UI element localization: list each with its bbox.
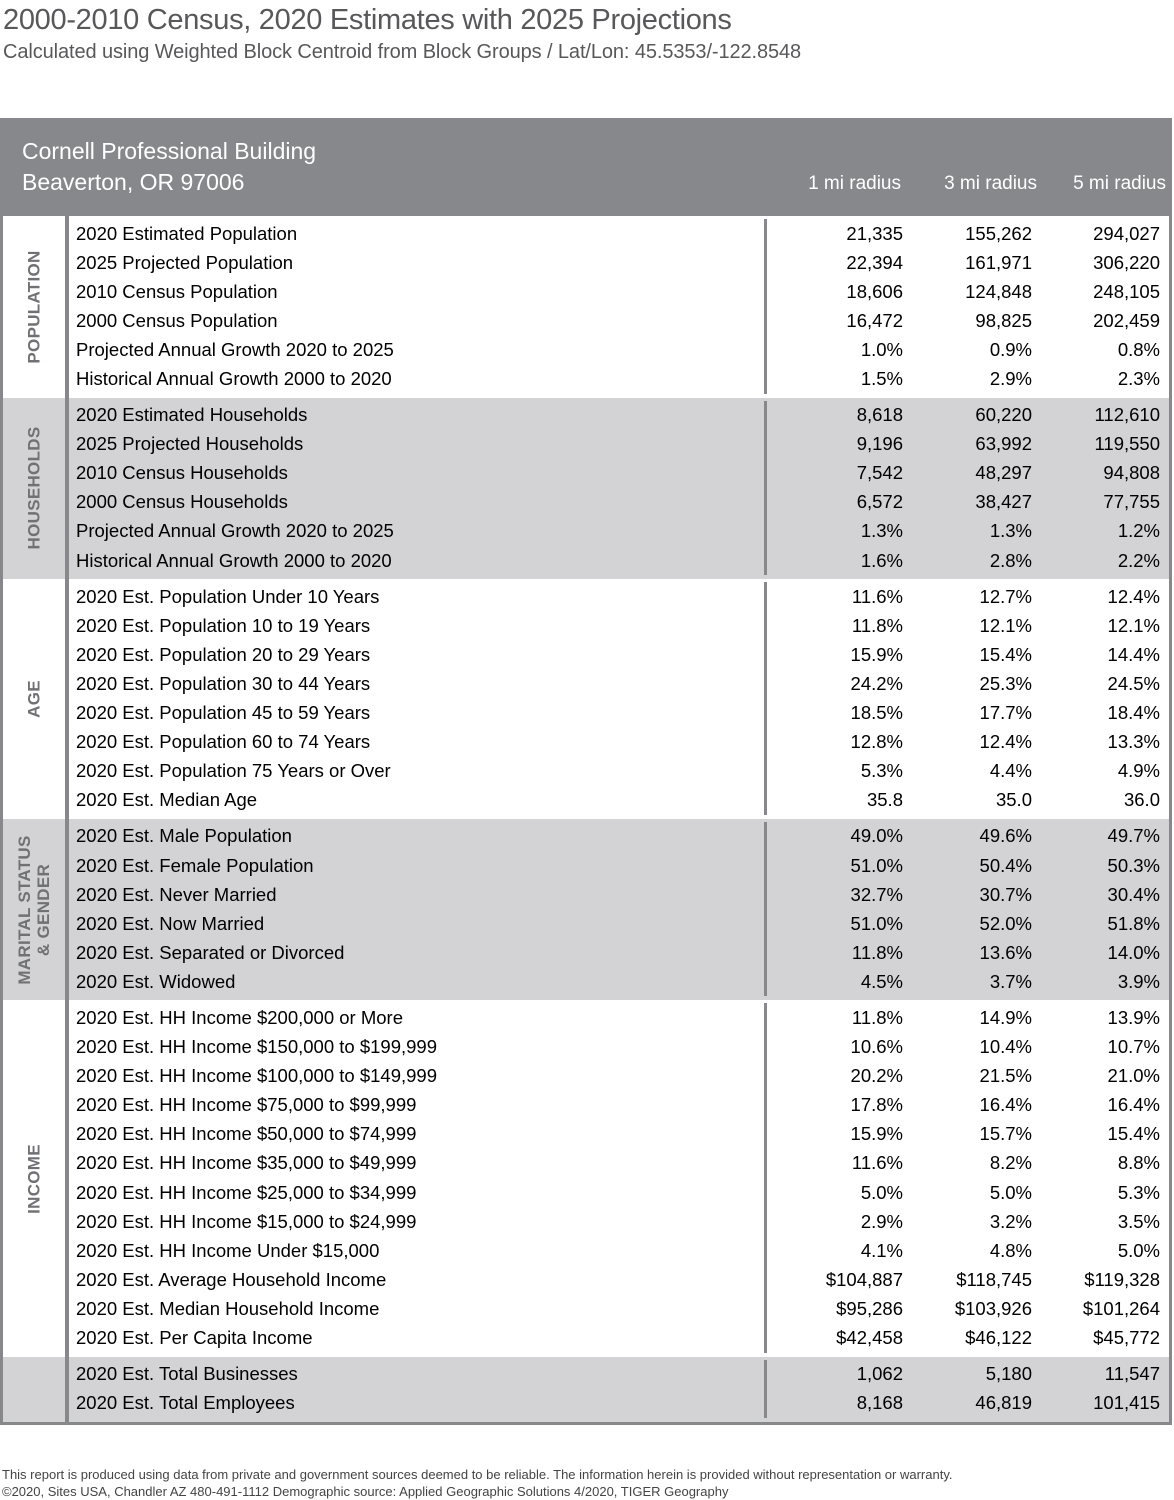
- row-label: 2010 Census Households: [69, 459, 767, 488]
- row-value-3mi: 15.4%: [979, 643, 1032, 665]
- table-row: [69, 938, 1169, 967]
- row-value-1mi: 8,168: [856, 1392, 903, 1414]
- copyright-text: ©2020, Sites USA, Chandler AZ 480-491-1112 Demographic source: Applied Geographic Solutions 4/2020, TIGER Geography: [2, 1484, 729, 1499]
- row-value-1mi: 51.0%: [850, 912, 903, 934]
- row-value-5mi: 49.7%: [1107, 825, 1160, 847]
- table-row: [69, 909, 1169, 938]
- row-value-3mi: 25.3%: [979, 672, 1032, 694]
- row-label: 2020 Est. HH Income $100,000 to $149,999: [69, 1062, 767, 1091]
- row-label: 2020 Est. Total Businesses: [69, 1360, 767, 1389]
- row-label: 2020 Est. Average Household Income: [69, 1265, 767, 1294]
- row-value-3mi: 46,819: [975, 1392, 1032, 1414]
- row-value-5mi: $45,772: [1093, 1327, 1160, 1349]
- section-rows: [69, 398, 1169, 580]
- section-label: [3, 579, 69, 819]
- section-age: [3, 579, 1169, 819]
- row-value-5mi: 21.0%: [1107, 1065, 1160, 1087]
- row-label: 2020 Est. HH Income $75,000 to $99,999: [69, 1091, 767, 1120]
- row-value-3mi: 16.4%: [979, 1094, 1032, 1116]
- table-row: [69, 364, 1169, 393]
- table-row: [69, 1360, 1169, 1389]
- row-value-1mi: $95,286: [836, 1297, 903, 1319]
- row-value-3mi: 98,825: [975, 309, 1032, 331]
- row-value-1mi: 11.8%: [851, 941, 903, 963]
- row-value-1mi: 5.0%: [860, 1181, 903, 1203]
- table-row: [69, 546, 1169, 575]
- section-label-text: INCOME: [24, 1143, 44, 1214]
- row-label: 2010 Census Population: [69, 277, 767, 306]
- row-value-3mi: $118,745: [956, 1268, 1032, 1290]
- page-subtitle: Calculated using Weighted Block Centroid from Block Groups / Lat/Lon: 45.5353/-122.8548: [3, 41, 802, 63]
- section-summary: [3, 1357, 1169, 1422]
- row-value-3mi: 38,427: [975, 491, 1032, 513]
- row-value-5mi: 2.3%: [1117, 368, 1160, 390]
- row-value-5mi: 248,105: [1093, 280, 1160, 302]
- row-value-3mi: 3.7%: [989, 970, 1032, 992]
- row-label: 2020 Estimated Population: [69, 219, 767, 248]
- row-label: 2020 Est. Population 45 to 59 Years: [69, 699, 767, 728]
- column-header-5mi: 5 mi radius: [1073, 173, 1166, 194]
- row-value-3mi: $46,122: [965, 1327, 1032, 1349]
- row-value-3mi: $103,926: [954, 1297, 1032, 1319]
- table-row: [69, 757, 1169, 786]
- row-value-5mi: 1.2%: [1117, 520, 1160, 542]
- row-value-1mi: 8,618: [856, 404, 903, 426]
- table-row: [69, 517, 1169, 546]
- row-value-5mi: 77,755: [1103, 491, 1160, 513]
- section-rows: [69, 1357, 1169, 1422]
- row-value-1mi: 6,572: [856, 491, 903, 513]
- table-row: [69, 430, 1169, 459]
- table-row: [69, 582, 1169, 611]
- section-households: [3, 398, 1169, 580]
- row-label: 2020 Est. Now Married: [69, 909, 767, 938]
- row-value-3mi: 5.0%: [989, 1181, 1032, 1203]
- row-value-3mi: 30.7%: [979, 883, 1032, 905]
- row-value-1mi: 18,606: [846, 280, 903, 302]
- row-value-3mi: 12.1%: [979, 614, 1032, 636]
- section-label-text: [15, 835, 53, 984]
- footer: [2, 1466, 952, 1500]
- row-value-1mi: 24.2%: [850, 672, 903, 694]
- row-label: 2020 Est. HH Income Under $15,000: [69, 1236, 767, 1265]
- section-label-text: POPULATION: [24, 250, 44, 364]
- row-value-5mi: $119,328: [1084, 1268, 1160, 1290]
- location-name: Cornell Professional Building: [22, 138, 317, 164]
- table-row: [69, 669, 1169, 698]
- table-row: [69, 306, 1169, 335]
- section-label: [3, 1357, 69, 1422]
- row-value-5mi: 8.8%: [1117, 1152, 1160, 1174]
- table-row: [69, 277, 1169, 306]
- row-label: 2020 Est. Male Population: [69, 822, 767, 851]
- row-value-5mi: 119,550: [1094, 433, 1160, 455]
- row-value-1mi: $42,458: [836, 1327, 903, 1349]
- table-row: [69, 219, 1169, 248]
- row-value-5mi: 294,027: [1093, 222, 1160, 244]
- section-label-line: & GENDER: [34, 863, 53, 956]
- table-row: [69, 1091, 1169, 1120]
- table-row: [69, 1265, 1169, 1294]
- row-label: 2020 Est. Total Employees: [69, 1389, 767, 1418]
- row-value-5mi: 0.8%: [1117, 338, 1160, 360]
- table-row: [69, 728, 1169, 757]
- row-value-5mi: 2.2%: [1117, 549, 1160, 571]
- row-value-1mi: 20.2%: [850, 1065, 903, 1087]
- row-value-5mi: 112,610: [1094, 404, 1160, 426]
- table-row: [69, 1033, 1169, 1062]
- row-value-1mi: 32.7%: [850, 883, 903, 905]
- table-row: [69, 822, 1169, 851]
- row-label: Historical Annual Growth 2000 to 2020: [69, 546, 767, 575]
- row-value-5mi: 5.3%: [1117, 1181, 1160, 1203]
- row-value-1mi: 15.9%: [850, 643, 903, 665]
- row-value-1mi: 11.6%: [851, 1152, 903, 1174]
- row-value-3mi: 63,992: [975, 433, 1032, 455]
- row-value-1mi: 1.0%: [860, 338, 903, 360]
- row-value-1mi: 51.0%: [850, 854, 903, 876]
- row-label: 2020 Est. Population Under 10 Years: [69, 582, 767, 611]
- row-label: 2020 Est. HH Income $15,000 to $24,999: [69, 1207, 767, 1236]
- table-row: [69, 1149, 1169, 1178]
- row-value-5mi: 202,459: [1093, 309, 1160, 331]
- row-value-3mi: 155,262: [965, 222, 1032, 244]
- row-label: 2020 Estimated Households: [69, 401, 767, 430]
- section-rows: [69, 579, 1169, 819]
- row-value-3mi: 1.3%: [989, 520, 1032, 542]
- row-value-5mi: 94,808: [1103, 462, 1160, 484]
- row-value-3mi: 14.9%: [979, 1006, 1032, 1028]
- table-row: [69, 1120, 1169, 1149]
- row-value-3mi: 15.7%: [979, 1123, 1032, 1145]
- location-address: Beaverton, OR 97006: [22, 169, 245, 195]
- row-value-3mi: 161,971: [965, 251, 1032, 273]
- row-label: 2000 Census Population: [69, 306, 767, 335]
- row-label: 2020 Est. Separated or Divorced: [69, 938, 767, 967]
- row-value-5mi: 18.4%: [1107, 702, 1160, 724]
- row-value-3mi: 8.2%: [989, 1152, 1032, 1174]
- row-value-3mi: 12.4%: [979, 731, 1032, 753]
- row-value-1mi: 1.6%: [860, 549, 903, 571]
- row-value-1mi: 17.8%: [850, 1094, 903, 1116]
- row-value-3mi: 4.4%: [989, 760, 1032, 782]
- row-value-3mi: 13.6%: [979, 941, 1032, 963]
- table-row: [69, 1236, 1169, 1265]
- table-row: [69, 335, 1169, 364]
- table-row: [69, 1323, 1169, 1352]
- row-label: 2020 Est. Never Married: [69, 880, 767, 909]
- row-label: 2000 Census Households: [69, 488, 767, 517]
- row-value-5mi: 30.4%: [1107, 883, 1160, 905]
- row-value-3mi: 17.7%: [979, 702, 1032, 724]
- section-rows: [69, 216, 1169, 398]
- row-label: 2020 Est. Widowed: [69, 967, 767, 996]
- table-row: [69, 401, 1169, 430]
- table-row: [69, 611, 1169, 640]
- row-label: 2020 Est. HH Income $200,000 or More: [69, 1003, 767, 1032]
- row-label: 2020 Est. Population 60 to 74 Years: [69, 728, 767, 757]
- row-value-1mi: 18.5%: [850, 702, 903, 724]
- row-value-1mi: 1.5%: [860, 368, 903, 390]
- row-value-5mi: 12.4%: [1107, 585, 1160, 607]
- row-value-1mi: 10.6%: [850, 1036, 903, 1058]
- section-marital-status: [3, 819, 1169, 1001]
- table-row: [69, 1062, 1169, 1091]
- table-row: [69, 640, 1169, 669]
- row-value-3mi: 0.9%: [989, 338, 1032, 360]
- table-row: [69, 1389, 1169, 1418]
- table-row: [69, 488, 1169, 517]
- table-row: [69, 1207, 1169, 1236]
- row-label: Historical Annual Growth 2000 to 2020: [69, 364, 767, 393]
- row-value-5mi: 15.4%: [1107, 1123, 1160, 1145]
- table-row: [69, 699, 1169, 728]
- row-value-1mi: 9,196: [856, 433, 903, 455]
- row-value-1mi: 12.8%: [850, 731, 903, 753]
- row-value-3mi: 60,220: [975, 404, 1032, 426]
- report-header: [0, 118, 1172, 216]
- row-label: 2020 Est. HH Income $35,000 to $49,999: [69, 1149, 767, 1178]
- page-title: 2000-2010 Census, 2020 Estimates with 2025 Projections: [3, 4, 732, 36]
- row-value-1mi: 11.6%: [851, 585, 903, 607]
- section-rows: [69, 819, 1169, 1001]
- row-value-5mi: 12.1%: [1107, 614, 1160, 636]
- row-value-5mi: 4.9%: [1117, 760, 1160, 782]
- section-rows: [69, 1000, 1169, 1356]
- disclaimer-text: This report is produced using data from private and government sources deemed to be reliable. The information herein is provided without representation or warranty.: [2, 1467, 953, 1482]
- row-value-5mi: 24.5%: [1107, 672, 1160, 694]
- section-population: [3, 216, 1169, 398]
- row-label: 2020 Est. HH Income $25,000 to $34,999: [69, 1178, 767, 1207]
- row-label: 2020 Est. Population 20 to 29 Years: [69, 640, 767, 669]
- row-value-5mi: 101,415: [1093, 1392, 1160, 1414]
- report-table: [0, 216, 1172, 1425]
- row-value-3mi: 2.8%: [989, 549, 1032, 571]
- table-row: [69, 1178, 1169, 1207]
- row-value-3mi: 10.4%: [979, 1036, 1032, 1058]
- row-value-3mi: 4.8%: [989, 1239, 1032, 1261]
- row-value-5mi: 11,547: [1104, 1363, 1160, 1385]
- row-value-1mi: 21,335: [846, 222, 903, 244]
- row-value-5mi: 51.8%: [1107, 912, 1160, 934]
- row-value-3mi: 49.6%: [979, 825, 1032, 847]
- row-label: 2020 Est. HH Income $50,000 to $74,999: [69, 1120, 767, 1149]
- row-label: 2020 Est. HH Income $150,000 to $199,999: [69, 1033, 767, 1062]
- row-value-1mi: 1.3%: [860, 520, 903, 542]
- row-value-1mi: 7,542: [856, 462, 903, 484]
- table-row: [69, 1294, 1169, 1323]
- row-label: Projected Annual Growth 2020 to 2025: [69, 335, 767, 364]
- row-value-1mi: 1,062: [856, 1363, 903, 1385]
- row-value-1mi: 4.5%: [860, 970, 903, 992]
- section-income: [3, 1000, 1169, 1356]
- table-row: [69, 1003, 1169, 1032]
- row-value-1mi: 2.9%: [860, 1210, 903, 1232]
- row-label: 2020 Est. Population 30 to 44 Years: [69, 669, 767, 698]
- row-value-1mi: 11.8%: [851, 1006, 903, 1028]
- row-label: 2025 Projected Population: [69, 248, 767, 277]
- row-value-3mi: 124,848: [965, 280, 1032, 302]
- table-row: [69, 248, 1169, 277]
- row-value-3mi: 48,297: [975, 462, 1032, 484]
- row-value-5mi: 5.0%: [1117, 1239, 1160, 1261]
- row-value-3mi: 35.0: [995, 789, 1032, 811]
- row-value-1mi: 15.9%: [850, 1123, 903, 1145]
- row-value-5mi: 3.9%: [1117, 970, 1160, 992]
- column-header-1mi: 1 mi radius: [808, 173, 901, 194]
- row-value-1mi: 4.1%: [860, 1239, 903, 1261]
- row-value-5mi: $101,264: [1082, 1297, 1160, 1319]
- table-row: [69, 851, 1169, 880]
- row-label: 2020 Est. Per Capita Income: [69, 1323, 767, 1352]
- row-value-3mi: 21.5%: [979, 1065, 1032, 1087]
- row-value-1mi: 49.0%: [850, 825, 903, 847]
- row-value-1mi: $104,887: [825, 1268, 903, 1290]
- row-value-5mi: 3.5%: [1117, 1210, 1160, 1232]
- section-label-text: HOUSEHOLDS: [24, 426, 44, 550]
- row-label: Projected Annual Growth 2020 to 2025: [69, 517, 767, 546]
- table-row: [69, 967, 1169, 996]
- row-label: 2020 Est. Median Age: [69, 786, 767, 815]
- row-label: 2020 Est. Female Population: [69, 851, 767, 880]
- row-label: 2020 Est. Median Household Income: [69, 1294, 767, 1323]
- row-value-3mi: 5,180: [985, 1363, 1032, 1385]
- row-label: 2020 Est. Population 10 to 19 Years: [69, 611, 767, 640]
- row-value-3mi: 12.7%: [979, 585, 1032, 607]
- row-value-5mi: 13.9%: [1107, 1006, 1160, 1028]
- row-value-5mi: 14.0%: [1107, 941, 1160, 963]
- table-row: [69, 786, 1169, 815]
- row-value-1mi: 5.3%: [860, 760, 903, 782]
- section-label: [3, 398, 69, 580]
- column-header-3mi: 3 mi radius: [944, 173, 1037, 194]
- section-label: [3, 819, 69, 1001]
- row-value-5mi: 306,220: [1093, 251, 1160, 273]
- row-value-3mi: 2.9%: [989, 368, 1032, 390]
- row-value-1mi: 11.8%: [851, 614, 903, 636]
- row-value-5mi: 13.3%: [1107, 731, 1160, 753]
- section-label: [3, 216, 69, 398]
- row-value-1mi: 16,472: [846, 309, 903, 331]
- row-value-5mi: 14.4%: [1107, 643, 1160, 665]
- row-value-3mi: 50.4%: [979, 854, 1032, 876]
- section-label-line: MARITAL STATUS: [15, 834, 34, 985]
- row-value-1mi: 35.8: [866, 789, 903, 811]
- row-value-3mi: 3.2%: [989, 1210, 1032, 1232]
- section-label-text: AGE: [24, 680, 44, 718]
- row-value-3mi: 52.0%: [979, 912, 1032, 934]
- table-row: [69, 880, 1169, 909]
- row-value-5mi: 10.7%: [1107, 1036, 1160, 1058]
- row-value-5mi: 50.3%: [1107, 854, 1160, 876]
- row-value-5mi: 16.4%: [1107, 1094, 1160, 1116]
- row-value-1mi: 22,394: [846, 251, 903, 273]
- row-value-5mi: 36.0: [1123, 789, 1160, 811]
- row-label: 2025 Projected Households: [69, 430, 767, 459]
- demographics-report: [0, 118, 1172, 1425]
- row-label: 2020 Est. Population 75 Years or Over: [69, 757, 767, 786]
- table-row: [69, 459, 1169, 488]
- section-label: [3, 1000, 69, 1356]
